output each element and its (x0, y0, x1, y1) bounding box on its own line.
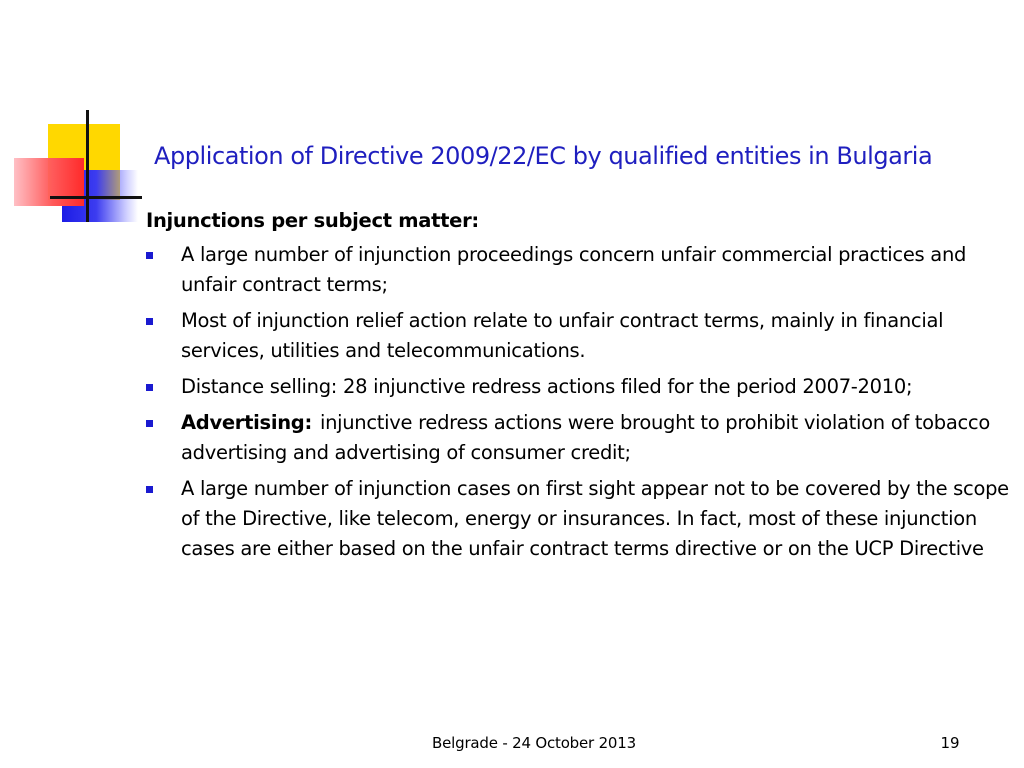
bullet-lead: Advertising: (181, 411, 312, 434)
list-item (146, 474, 1018, 564)
list-item (146, 408, 1018, 468)
footer-text: Belgrade - 24 October 2013 (432, 734, 636, 752)
page-number: 19 (940, 734, 960, 752)
list-item (146, 240, 1018, 300)
square-bullet-icon (146, 486, 153, 493)
square-bullet-icon (146, 420, 153, 427)
vertical-line (86, 110, 89, 222)
slide-body (146, 206, 1018, 570)
horizontal-line (50, 196, 142, 199)
slide-title: Application of Directive 2009/22/EC by qualified entities in Bulgaria (154, 142, 933, 170)
bullet-text: Most of injunction relief action relate to unfair contract terms, mainly in financial services, utilities and telecommunications. (181, 309, 944, 362)
list-item (146, 306, 1018, 366)
bullet-list (146, 240, 1018, 564)
square-bullet-icon (146, 318, 153, 325)
bullet-text: A large number of injunction cases on first sight appear not to be covered by the scope of the Directive, like telecom, energy or insurances. In fact, most of these injunction cases are either based on the unfair contract terms directive or on the UCP Directive (181, 477, 1009, 560)
square-bullet-icon (146, 384, 153, 391)
square-bullet-icon (146, 252, 153, 259)
bullet-text: A large number of injunction proceedings concern unfair commercial practices and unfair contract terms; (181, 243, 967, 296)
bullet-text: Distance selling: 28 injunctive redress actions filed for the period 2007-2010; (181, 375, 913, 398)
section-heading: Injunctions per subject matter: (146, 209, 479, 232)
bullet-text: injunctive redress actions were brought to prohibit violation of tobacco advertising and advertising of consumer credit; (181, 411, 990, 464)
list-item (146, 372, 1018, 402)
